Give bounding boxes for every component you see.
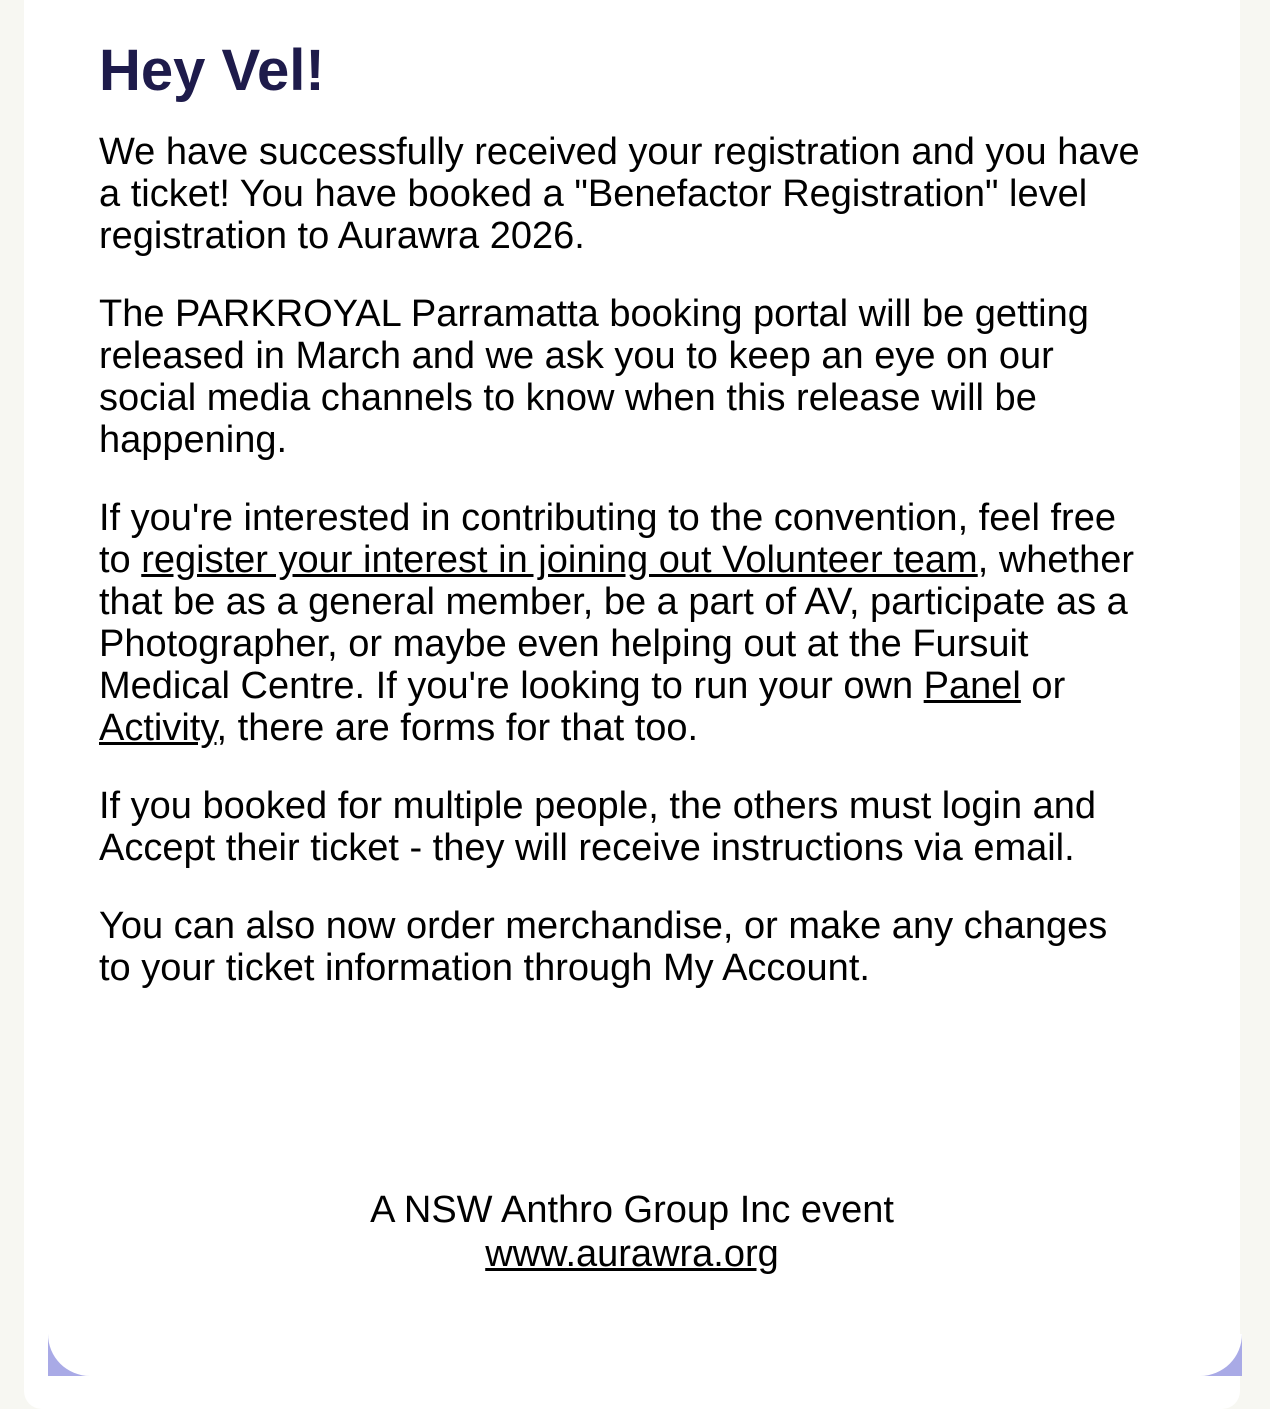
panel-form-link[interactable]: Panel xyxy=(923,665,1021,707)
greeting-heading: Hey Vel! xyxy=(99,38,325,103)
volunteer-intro-text: If you're interested in contributing to the convention, feel free to xyxy=(99,497,1116,581)
merchandise-info-text: You can also now order merchandise, or make any changes to your ticket information through My Account. xyxy=(99,905,1108,989)
activity-form-link[interactable]: Activity xyxy=(99,707,217,749)
registration-confirmation-text: We have successfully received your registration and you have a ticket! You have booked a "Benefactor Registration" level registration to Aurawra 2026. xyxy=(99,131,1140,257)
multiple-bookings-text: If you booked for multiple people, the others must login and Accept their ticket - they will receive instructions via email. xyxy=(99,785,1097,869)
hotel-booking-info-text: The PARKROYAL Parramatta booking portal will be getting released in March and we ask you to keep an eye on our social media channels to know when this release will be happening. xyxy=(99,293,1089,461)
email-body xyxy=(99,0,1144,989)
bottom-right-corner-decoration xyxy=(1200,1334,1242,1376)
forms-closing-text: , there are forms for that too. xyxy=(216,707,699,749)
bottom-left-corner-decoration xyxy=(48,1334,90,1376)
or-text: or xyxy=(1020,665,1066,707)
organizer-text: A NSW Anthro Group Inc event xyxy=(370,1189,894,1231)
volunteer-interest-link[interactable]: register your interest in joining out Volunteer team xyxy=(141,539,978,581)
volunteer-details-text: , whether that be as a general member, be a part of AV, participate as a Photographer, or maybe even helping out at the Fursuit Medical Centre. If you're looking to run your own xyxy=(99,539,1135,707)
volunteer-info-paragraph xyxy=(99,497,1144,749)
website-link[interactable]: www.aurawra.org xyxy=(485,1233,779,1275)
email-footer xyxy=(24,1188,1240,1276)
